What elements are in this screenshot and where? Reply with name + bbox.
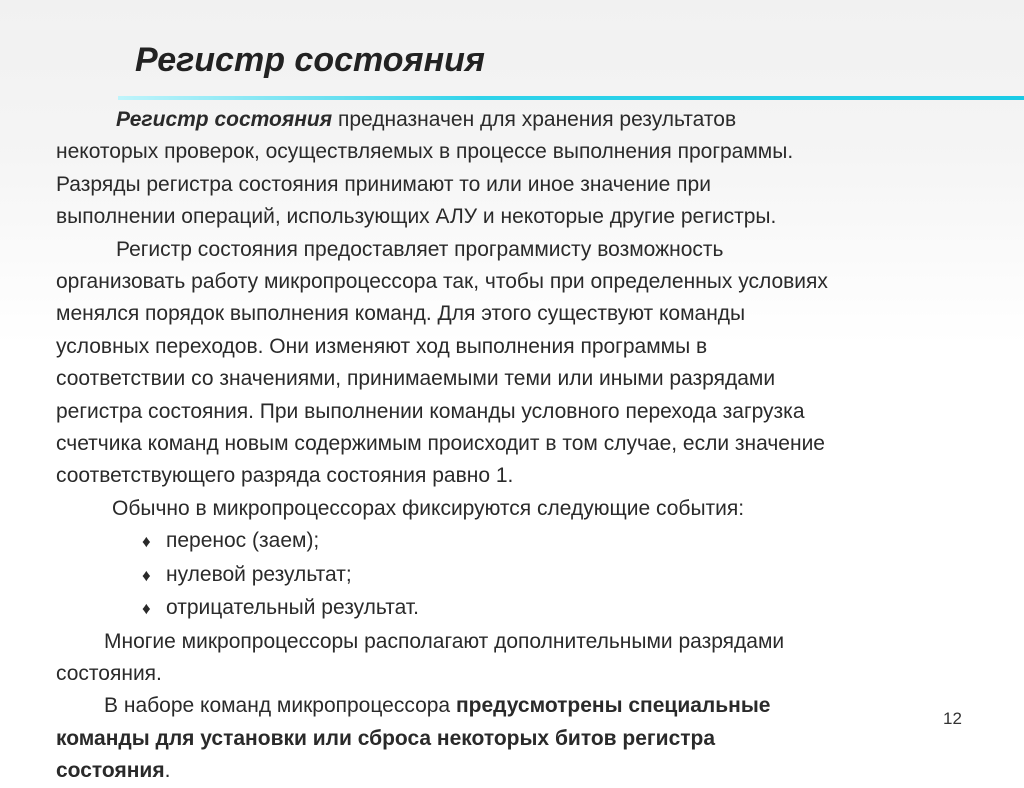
paragraph-4-line-2: состояния. bbox=[56, 661, 162, 685]
diamond-bullet-icon: ♦ bbox=[142, 599, 151, 619]
paragraph-2-line-5: соответствии со значениями, принимаемыми теми или иными разрядами bbox=[56, 367, 776, 391]
list-item bbox=[56, 525, 1006, 558]
paragraph-4-line-1: Многие микропроцессоры располагают дополнительными разрядами bbox=[104, 629, 785, 653]
paragraph-2-line-7: счетчика команд новым содержимым происходит в том случае, если значение bbox=[56, 432, 825, 456]
paragraph-2-line-1: Регистр состояния предоставляет программисту возможность bbox=[116, 237, 724, 261]
paragraph-2-line-2: организовать работу микропроцессора так, чтобы при определенных условиях bbox=[56, 270, 828, 294]
paragraph-5-bold-end: состояния bbox=[56, 759, 165, 783]
page-number: 12 bbox=[943, 709, 962, 728]
list-item bbox=[56, 559, 1006, 592]
paragraph-5-bold: предусмотрены специальные bbox=[455, 694, 771, 718]
diamond-bullet-icon: ♦ bbox=[142, 532, 151, 552]
paragraph-5-line-2: команды для установки или сброса некоторых битов регистра bbox=[56, 726, 716, 750]
paragraph-1-line-2: некоторых проверок, осуществляемых в процессе выполнения программы. bbox=[56, 140, 794, 164]
paragraph-1-line-4: выполнении операций, использующих АЛУ и некоторые другие регистры. bbox=[56, 205, 777, 229]
list-item-text: перенос (заем); bbox=[166, 529, 320, 553]
slide-body bbox=[56, 104, 1006, 788]
paragraph-2-line-8: соответствующего разряда состояния равно 1. bbox=[56, 464, 514, 488]
paragraph-2-line-6: регистра состояния. При выполнении команды условного перехода загрузка bbox=[56, 399, 805, 423]
paragraph-3: Обычно в микропроцессорах фиксируются следующие события: bbox=[112, 496, 745, 520]
paragraph-2-line-4: условных переходов. Они изменяют ход выполнения программы в bbox=[56, 334, 708, 358]
paragraph-5-prefix: В наборе команд микропроцессора bbox=[104, 694, 456, 718]
paragraph-5-line-1 bbox=[56, 690, 1006, 722]
paragraph-2-line-3: менялся порядок выполнения команд. Для этого существуют команды bbox=[56, 302, 746, 326]
list-item-text: отрицательный результат. bbox=[166, 596, 419, 620]
paragraph-5-line-3 bbox=[56, 755, 1006, 787]
paragraph-1-line-1 bbox=[56, 104, 1006, 136]
slide-title: Регистр состояния bbox=[135, 41, 485, 79]
paragraph-1-line-3: Разряды регистра состояния принимают то или иное значение при bbox=[56, 172, 711, 196]
diamond-bullet-icon: ♦ bbox=[142, 565, 151, 585]
title-underline bbox=[118, 96, 1024, 100]
paragraph-5-suffix: . bbox=[164, 759, 171, 783]
list-item-text: нулевой результат; bbox=[166, 562, 352, 586]
paragraph-1-text: предназначен для хранения результатов bbox=[332, 108, 737, 131]
list-item bbox=[56, 592, 1006, 625]
term-highlight: Регистр состояния bbox=[116, 108, 333, 131]
